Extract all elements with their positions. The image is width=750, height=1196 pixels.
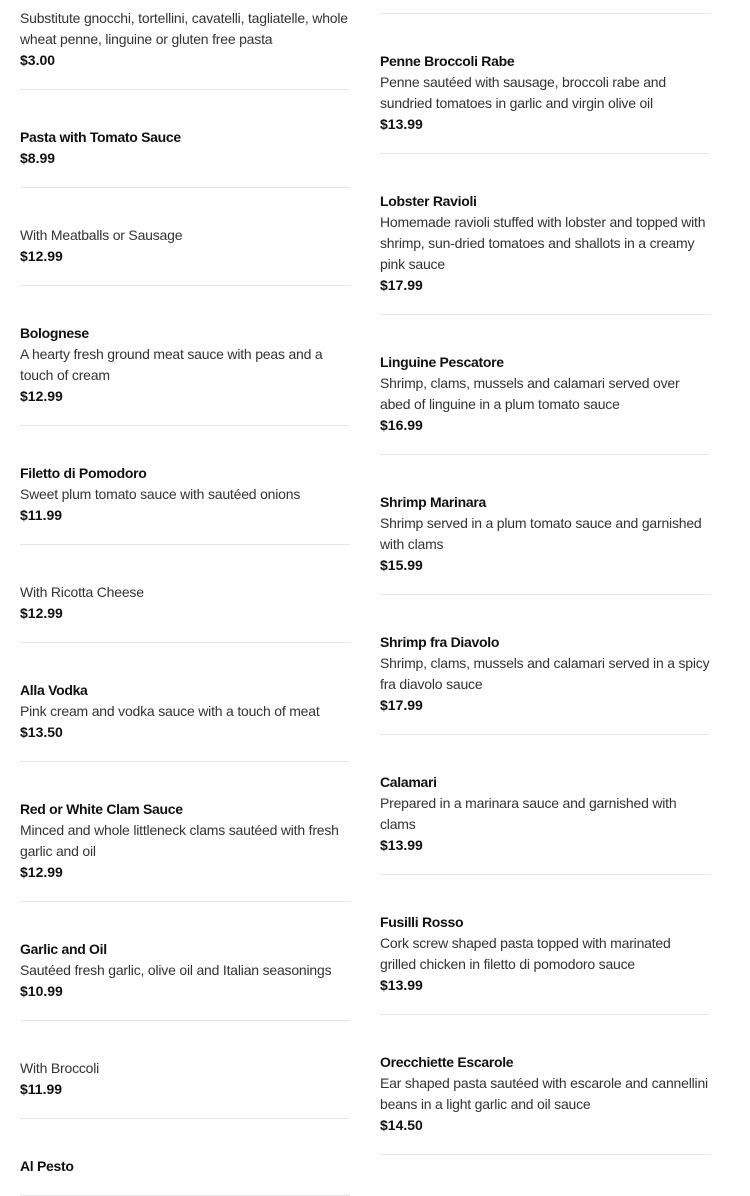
menu-item bbox=[20, 0, 350, 90]
menu-item-description: With Ricotta Cheese bbox=[20, 584, 144, 600]
menu-item bbox=[20, 90, 350, 188]
menu-item-description: Shrimp, clams, mussels and calamari served in a spicy fra diavolo sauce bbox=[380, 655, 710, 692]
menu-item-description: Minced and whole littleneck clams sautéed with fresh garlic and oil bbox=[20, 822, 339, 859]
menu-item bbox=[20, 902, 350, 1021]
menu-item bbox=[380, 1015, 710, 1155]
menu-item-price: $12.99 bbox=[20, 388, 63, 404]
menu-item-price: $11.99 bbox=[20, 507, 63, 523]
menu-item-price: $10.99 bbox=[20, 983, 63, 999]
menu-item bbox=[380, 595, 710, 735]
menu-item-price: $12.99 bbox=[20, 605, 63, 621]
menu-item-description: With Meatballs or Sausage bbox=[20, 227, 183, 243]
menu-item-name: Pasta with Tomato Sauce bbox=[20, 129, 181, 145]
menu-item-description: A hearty fresh ground meat sauce with peas and a touch of cream bbox=[20, 346, 323, 383]
menu-item-price: $13.99 bbox=[380, 837, 423, 853]
menu-item-name: Calamari bbox=[380, 774, 437, 790]
menu-item bbox=[20, 762, 350, 902]
menu-column-left bbox=[20, 0, 350, 1196]
menu-item-price: $11.99 bbox=[20, 1081, 63, 1097]
menu-item-description: Prepared in a marinara sauce and garnished with clams bbox=[380, 795, 677, 832]
menu-item-description: Cork screw shaped pasta topped with marinated grilled chicken in filetto di pomodoro sauce bbox=[380, 935, 671, 972]
menu-item-description: Pink cream and vodka sauce with a touch of meat bbox=[20, 703, 320, 719]
menu-item bbox=[20, 286, 350, 426]
menu-item-price: $13.50 bbox=[20, 724, 63, 740]
menu-column-right bbox=[380, 0, 710, 1155]
menu-item-name: Lobster Ravioli bbox=[380, 193, 477, 209]
menu-item-name: Red or White Clam Sauce bbox=[20, 801, 183, 817]
menu-item bbox=[380, 0, 710, 14]
menu-item-price: $17.99 bbox=[380, 697, 423, 713]
menu-item bbox=[380, 875, 710, 1015]
menu-item-name: Alla Vodka bbox=[20, 682, 88, 698]
menu-item-name: Shrimp Marinara bbox=[380, 494, 486, 510]
menu-item-name: Orecchiette Escarole bbox=[380, 1054, 514, 1070]
menu-item-price: $17.99 bbox=[380, 277, 423, 293]
menu-item-description: Shrimp, clams, mussels and calamari served over abed of linguine in a plum tomato sauce bbox=[380, 375, 680, 412]
menu-item-price: $8.99 bbox=[20, 150, 56, 166]
menu-item-description: Homemade ravioli stuffed with lobster and topped with shrimp, sun-dried tomatoes and shallots in a creamy pink sauce bbox=[380, 214, 706, 272]
menu-item bbox=[20, 188, 350, 286]
menu-item-name: Fusilli Rosso bbox=[380, 914, 464, 930]
menu-item-description: Sautéed fresh garlic, olive oil and Italian seasonings bbox=[20, 962, 332, 978]
menu-item bbox=[380, 154, 710, 315]
menu-item bbox=[380, 315, 710, 455]
menu-item-description: Ear shaped pasta sautéed with escarole and cannellini beans in a light garlic and oil sauce bbox=[380, 1075, 708, 1112]
menu-item-name: Linguine Pescatore bbox=[380, 354, 504, 370]
menu-item bbox=[380, 14, 710, 154]
menu-item-price: $14.50 bbox=[380, 1117, 423, 1133]
menu-item-name: Al Pesto bbox=[20, 1158, 74, 1174]
menu-item bbox=[20, 1119, 350, 1196]
menu-item bbox=[20, 426, 350, 545]
menu-item-description: With Broccoli bbox=[20, 1060, 100, 1076]
menu-item-price: $13.99 bbox=[380, 977, 423, 993]
menu-item-description: Shrimp served in a plum tomato sauce and garnished with clams bbox=[380, 515, 702, 552]
menu-item-name: Garlic and Oil bbox=[20, 941, 107, 957]
menu-item bbox=[380, 735, 710, 875]
menu-item-price: $12.99 bbox=[20, 248, 63, 264]
menu-item bbox=[20, 643, 350, 762]
menu-item-name: Filetto di Pomodoro bbox=[20, 465, 147, 481]
menu-item bbox=[20, 1021, 350, 1119]
menu-item-description: Penne sautéed with sausage, broccoli rabe and sundried tomatoes in garlic and virgin olive oil bbox=[380, 74, 666, 111]
menu-item-name: Penne Broccoli Rabe bbox=[380, 53, 515, 69]
menu-item bbox=[20, 545, 350, 643]
menu-item-description: Substitute gnocchi, tortellini, cavatelli, tagliatelle, whole wheat penne, linguine or gluten free pasta bbox=[20, 10, 348, 47]
menu-item-price: $16.99 bbox=[380, 417, 423, 433]
menu-item-description: Sweet plum tomato sauce with sautéed onions bbox=[20, 486, 301, 502]
menu-item-name: Shrimp fra Diavolo bbox=[380, 634, 500, 650]
menu-item-price: $3.00 bbox=[20, 52, 56, 68]
menu-item bbox=[380, 455, 710, 595]
menu-item-price: $12.99 bbox=[20, 864, 63, 880]
menu-item-name: Bolognese bbox=[20, 325, 89, 341]
menu-item-price: $15.99 bbox=[380, 557, 423, 573]
menu-item-price: $13.99 bbox=[380, 116, 423, 132]
